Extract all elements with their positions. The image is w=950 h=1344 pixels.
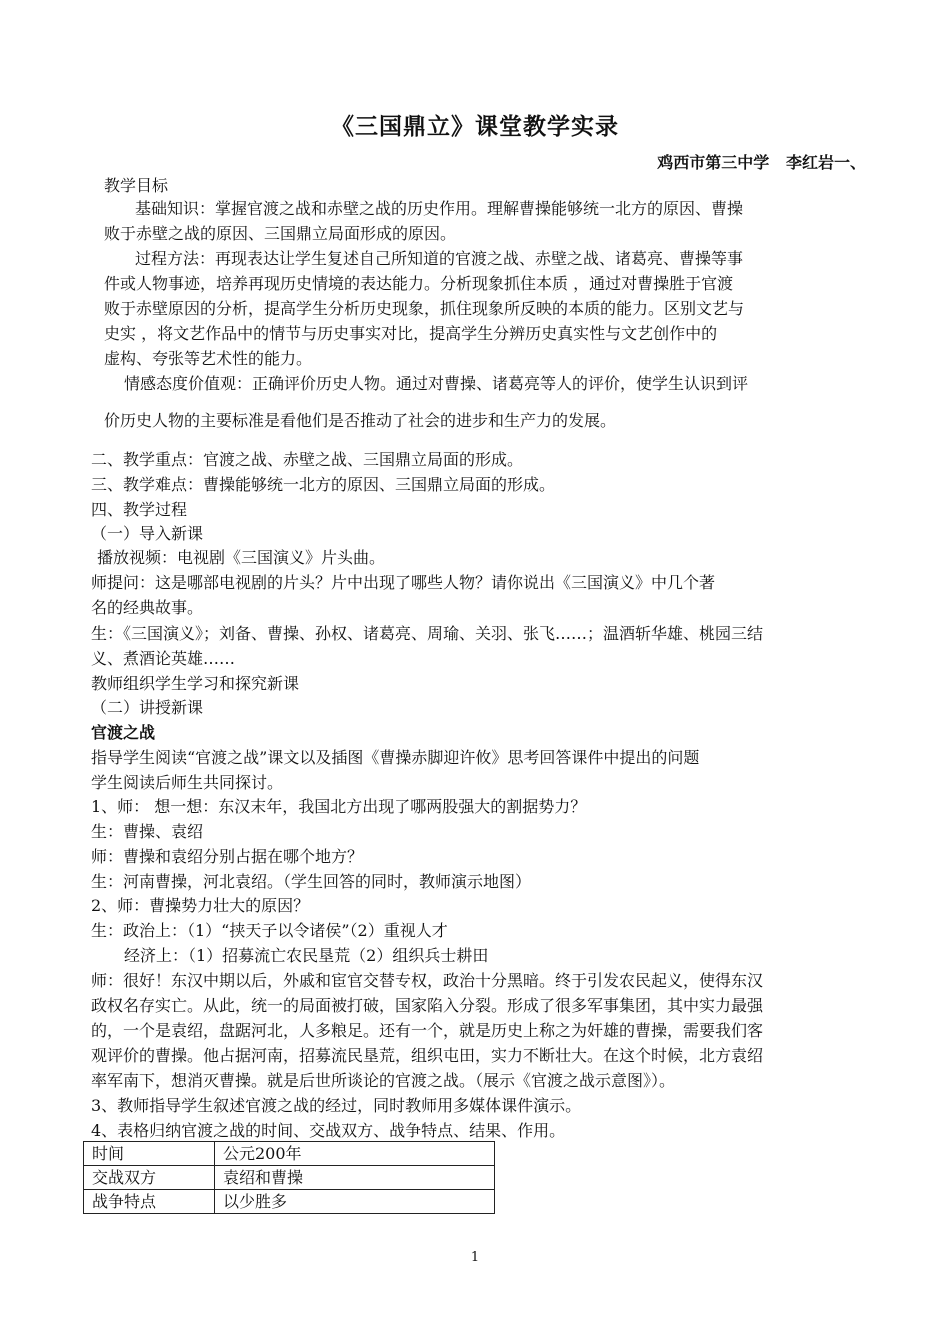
table-cell-value: 袁绍和曹操 (215, 1166, 495, 1190)
paragraph-line: 2、师：曹操势力壮大的原因？ (91, 896, 310, 915)
paragraph-line: 观评价的曹操。他占据河南，招募流民垦荒，组织屯田，实力不断壮大。在这个时候，北方袁绍 (91, 1046, 764, 1065)
paragraph-line: 败于赤壁之战的原因、三国鼎立局面形成的原因。 (104, 224, 457, 243)
paragraph-line: 教师组织学生学习和探究新课 (91, 674, 300, 693)
section-heading: 教学目标 (104, 176, 169, 195)
paragraph-line: 生：《三国演义》；刘备、曹操、孙权、诸葛亮、周瑜、关羽、张飞……；温酒斩华雄、桃园三结 (91, 624, 764, 643)
paragraph-line: 情感态度价值观：正确评价历史人物。通过对曹操、诸葛亮等人的评价，使学生认识到评 (124, 374, 749, 393)
paragraph-line: 义、煮酒论英雄…… (91, 649, 236, 668)
paragraph-line: 的，一个是袁绍，盘踞河北，人多粮足。还有一个，就是历史上称之为奸雄的曹操，需要我们客 (91, 1021, 764, 1040)
paragraph-line: 生：政治上：（1）“挟天子以令诸侯”（2）重视人才 (91, 921, 448, 940)
table-cell-label: 交战双方 (84, 1166, 215, 1190)
paragraph-line: 师提问：这是哪部电视剧的片头？片中出现了哪些人物？请你说出《三国演义》中几个著 (91, 573, 716, 592)
paragraph-line: 件或人物事迹，培养再现历史情境的表达能力。分析现象抓住本质 ，通过对曹操胜于官渡 (104, 274, 734, 293)
paragraph-line: 师：曹操和袁绍分别占据在哪个地方？ (91, 847, 364, 866)
paragraph-line: 经济上：（1）招募流亡农民垦荒（2）组织兵士耕田 (124, 946, 489, 965)
paragraph-line: 政权名存实亡。从此，统一的局面被打破，国家陷入分裂。形成了很多军事集团，其中实力最强 (91, 996, 764, 1015)
paragraph-line: 价历史人物的主要标准是看他们是否推动了社会的进步和生产力的发展。 (104, 411, 617, 430)
paragraph-line: 史实 ，将文艺作品中的情节与历史事实对比，提高学生分辨历史真实性与文艺创作中的 (104, 324, 718, 343)
table-row (84, 1190, 495, 1214)
paragraph-line: 生：河南曹操，河北袁绍。（学生回答的同时，教师演示地图） (91, 872, 532, 891)
paragraph-line: 指导学生阅读“官渡之战”课文以及插图《曹操赤脚迎许攸》思考回答课件中提出的问题 (91, 748, 700, 767)
battle-summary-table (83, 1141, 495, 1214)
table-cell-value: 以少胜多 (215, 1190, 495, 1214)
page-title: 《三国鼎立》课堂教学实录 (331, 114, 619, 140)
paragraph-line: 名的经典故事。 (91, 598, 204, 617)
paragraph-line: 4、表格归纳官渡之战的时间、交战双方、战争特点、结果、作用。 (91, 1121, 566, 1140)
section-heading: 二、教学重点：官渡之战、赤壁之战、三国鼎立局面的形成。 (91, 450, 524, 469)
table-cell-value: 公元200年 (215, 1142, 495, 1166)
table-cell-label: 时间 (84, 1142, 215, 1166)
paragraph-line: 生：曹操、袁绍 (91, 822, 204, 841)
topic-heading: 官渡之战 (91, 723, 156, 742)
section-heading: 三、教学难点：曹操能够统一北方的原因、三国鼎立局面的形成。 (91, 475, 556, 494)
table-row (84, 1166, 495, 1190)
paragraph-line: 虚构、夸张等艺术性的能力。 (104, 349, 313, 368)
section-heading: 四、教学过程 (91, 500, 188, 519)
paragraph-line: 率军南下，想消灭曹操。就是后世所谈论的官渡之战。（展示《官渡之战示意图》）。 (91, 1071, 676, 1090)
paragraph-line: 1、师： 想一想：东汉末年，我国北方出现了哪两股强大的割据势力？ (91, 797, 587, 816)
paragraph-line: 播放视频：电视剧《三国演义》片头曲。 (97, 548, 386, 567)
paragraph-line: 过程方法：再现表达让学生复述自己所知道的官渡之战、赤壁之战、诸葛亮、曹操等事 (135, 249, 744, 268)
author-line: 鸡西市第三中学 李红岩一、 (657, 153, 866, 172)
page-number: 1 (470, 1250, 480, 1265)
paragraph-line: 败于赤壁原因的分析，提高学生分析历史现象，抓住现象所反映的本质的能力。区别文艺与 (104, 299, 745, 318)
paragraph-line: 3、教师指导学生叙述官渡之战的经过，同时教师用多媒体课件演示。 (91, 1096, 582, 1115)
subsection-heading: （一）导入新课 (91, 524, 204, 543)
paragraph-line: 基础知识：掌握官渡之战和赤壁之战的历史作用。理解曹操能够统一北方的原因、曹操 (135, 199, 744, 218)
table-row (84, 1142, 495, 1166)
subsection-heading: （二）讲授新课 (91, 698, 204, 717)
paragraph-line: 师：很好！东汉中期以后，外戚和宦官交替专权，政治十分黑暗。终于引发农民起义，使得东汉 (91, 971, 764, 990)
paragraph-line: 学生阅读后师生共同探讨。 (91, 773, 284, 792)
table-cell-label: 战争特点 (84, 1190, 215, 1214)
